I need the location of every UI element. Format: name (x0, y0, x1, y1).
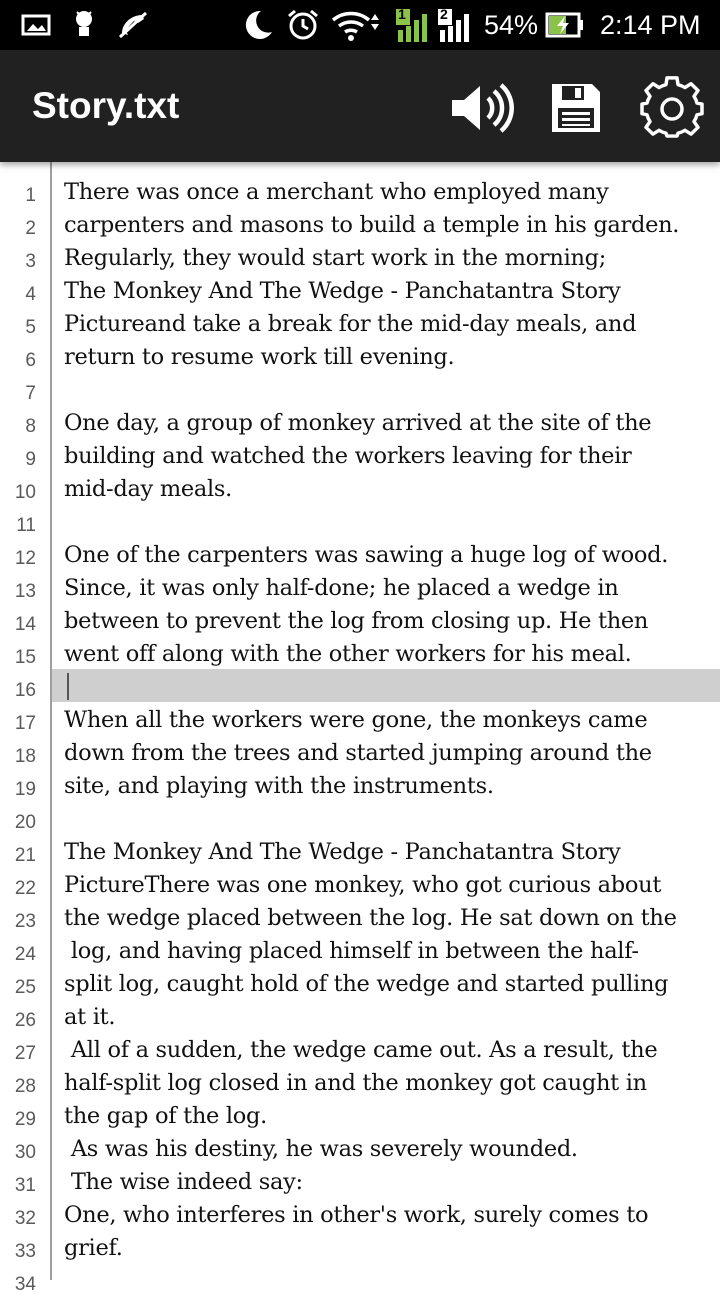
clock: 2:14 PM (600, 10, 701, 40)
editor-line[interactable] (0, 473, 720, 506)
editor-line[interactable] (0, 1232, 720, 1265)
settings-icon (640, 76, 704, 144)
editor-line[interactable] (0, 836, 720, 869)
line-number: 6 (25, 350, 36, 371)
status-bar (0, 0, 720, 50)
editor-line[interactable] (0, 407, 720, 440)
line-text[interactable]: grief. (64, 1235, 123, 1261)
line-number: 12 (14, 548, 36, 569)
line-number: 24 (14, 944, 36, 965)
line-text[interactable]: the wedge placed between the log. He sat down on the (64, 905, 677, 931)
editor-line[interactable] (0, 242, 720, 275)
editor-line[interactable] (0, 671, 720, 704)
signal-sim2-icon (436, 8, 476, 42)
editor-line[interactable] (0, 341, 720, 374)
line-text[interactable]: Regularly, they would start work in the morning; (64, 245, 607, 271)
line-text[interactable]: half-split log closed in and the monkey got caught in (64, 1070, 647, 1096)
line-number: 32 (14, 1208, 36, 1229)
line-number: 27 (14, 1043, 36, 1064)
line-number: 1 (25, 185, 36, 206)
editor-line[interactable] (0, 440, 720, 473)
line-number: 10 (14, 482, 36, 503)
line-text[interactable]: building and watched the workers leaving for their (64, 443, 632, 469)
editor-line[interactable] (0, 506, 720, 539)
editor-line[interactable] (0, 374, 720, 407)
line-number: 11 (16, 515, 36, 536)
moon-icon (240, 8, 276, 42)
editor-line[interactable] (0, 737, 720, 770)
battery-charging-icon (545, 8, 585, 42)
editor-line[interactable] (0, 1199, 720, 1232)
editor-line[interactable] (0, 803, 720, 836)
editor-line[interactable] (0, 1166, 720, 1199)
editor-line[interactable] (0, 539, 720, 572)
text-editor[interactable] (0, 162, 720, 1295)
line-number: 4 (25, 284, 36, 305)
editor-line[interactable] (0, 902, 720, 935)
battery-percent: 54% (484, 10, 539, 40)
line-text[interactable]: There was once a merchant who employed many (64, 179, 609, 205)
editor-line[interactable] (0, 176, 720, 209)
line-number: 18 (14, 746, 36, 767)
line-number: 15 (14, 647, 36, 668)
line-text[interactable]: The Monkey And The Wedge - Panchatantra Story (64, 839, 621, 865)
sim2-label: 2 (440, 6, 448, 22)
line-number: 25 (14, 977, 36, 998)
wifi-icon (330, 8, 380, 42)
sim1-label: 1 (398, 6, 406, 22)
line-text[interactable]: As was his destiny, he was severely wounded. (64, 1136, 578, 1162)
line-text[interactable]: between to prevent the log from closing up. He then (64, 608, 649, 634)
file-title: Story.txt (32, 85, 180, 126)
editor-line[interactable] (0, 308, 720, 341)
line-text[interactable]: went off along with the other workers for his meal. (64, 641, 632, 667)
line-text[interactable]: All of a sudden, the wedge came out. As a result, the (64, 1037, 658, 1063)
line-text[interactable]: One of the carpenters was sawing a huge log of wood. (64, 542, 669, 568)
editor-line[interactable] (0, 1133, 720, 1166)
line-number: 9 (25, 449, 36, 470)
line-number: 17 (14, 713, 36, 734)
line-text[interactable]: split log, caught hold of the wedge and started pulling (64, 971, 669, 997)
line-text[interactable]: The Monkey And The Wedge - Panchatantra Story (64, 278, 621, 304)
line-number: 14 (14, 614, 36, 635)
android-debug-icon (70, 8, 98, 42)
line-number: 7 (25, 383, 36, 404)
image-icon (20, 8, 52, 42)
save-icon (548, 80, 604, 140)
line-number: 34 (14, 1274, 36, 1295)
editor-line[interactable] (0, 1265, 720, 1298)
line-number: 33 (14, 1241, 36, 1262)
speaker-icon (446, 78, 514, 142)
line-number: 23 (14, 911, 36, 932)
line-text[interactable]: PictureThere was one monkey, who got curious about (64, 872, 662, 898)
editor-line[interactable] (0, 209, 720, 242)
line-text[interactable]: Pictureand take a break for the mid-day meals, and (64, 311, 637, 337)
line-number: 16 (14, 680, 36, 701)
line-number: 26 (14, 1010, 36, 1031)
editor-line[interactable] (0, 935, 720, 968)
line-number: 30 (14, 1142, 36, 1163)
save-button[interactable] (538, 72, 614, 148)
line-text[interactable]: mid-day meals. (64, 476, 232, 502)
line-text[interactable]: When all the workers were gone, the monkeys came (64, 707, 648, 733)
editor-line[interactable] (0, 275, 720, 308)
line-number: 3 (25, 251, 36, 272)
editor-line[interactable] (0, 638, 720, 671)
line-text[interactable]: return to resume work till evening. (64, 344, 455, 370)
app-bar (0, 50, 720, 162)
line-number: 31 (14, 1175, 36, 1196)
line-number: 20 (14, 812, 36, 833)
speak-button[interactable] (442, 72, 518, 148)
line-number: 8 (25, 416, 36, 437)
line-number: 21 (14, 845, 36, 866)
editor-line[interactable] (0, 869, 720, 902)
editor-line[interactable] (0, 1001, 720, 1034)
editor-line[interactable] (0, 1100, 720, 1133)
signal-sim1-icon (394, 8, 434, 42)
editor-line[interactable] (0, 770, 720, 803)
line-text[interactable]: The wise indeed say: (64, 1169, 303, 1195)
line-text[interactable]: One day, a group of monkey arrived at the site of the (64, 410, 652, 436)
line-text[interactable]: Since, it was only half-done; he placed a wedge in (64, 575, 619, 601)
line-number: 13 (14, 581, 36, 602)
line-number: 22 (14, 878, 36, 899)
line-number: 28 (14, 1076, 36, 1097)
editor-line[interactable] (0, 605, 720, 638)
settings-button[interactable] (634, 72, 710, 148)
line-text[interactable]: carpenters and masons to build a temple in his garden. (64, 212, 680, 238)
editor-line[interactable] (0, 1067, 720, 1100)
alarm-icon (284, 8, 322, 42)
line-text[interactable]: site, and playing with the instruments. (64, 773, 494, 799)
line-text[interactable]: One, who interferes in other's work, surely comes to (64, 1202, 649, 1228)
line-text[interactable]: down from the trees and started jumping around the (64, 740, 652, 766)
line-text[interactable]: at it. (64, 1004, 116, 1030)
editor-line[interactable] (0, 572, 720, 605)
line-text[interactable]: the gap of the log. (64, 1103, 267, 1129)
line-text[interactable]: log, and having placed himself in between the half- (64, 938, 639, 964)
line-number: 5 (25, 317, 36, 338)
editor-line[interactable] (0, 1034, 720, 1067)
line-number: 19 (14, 779, 36, 800)
editor-line[interactable] (0, 968, 720, 1001)
phone-off-icon (112, 8, 152, 42)
editor-line[interactable] (0, 704, 720, 737)
line-number: 29 (14, 1109, 36, 1130)
line-number: 2 (25, 218, 36, 239)
